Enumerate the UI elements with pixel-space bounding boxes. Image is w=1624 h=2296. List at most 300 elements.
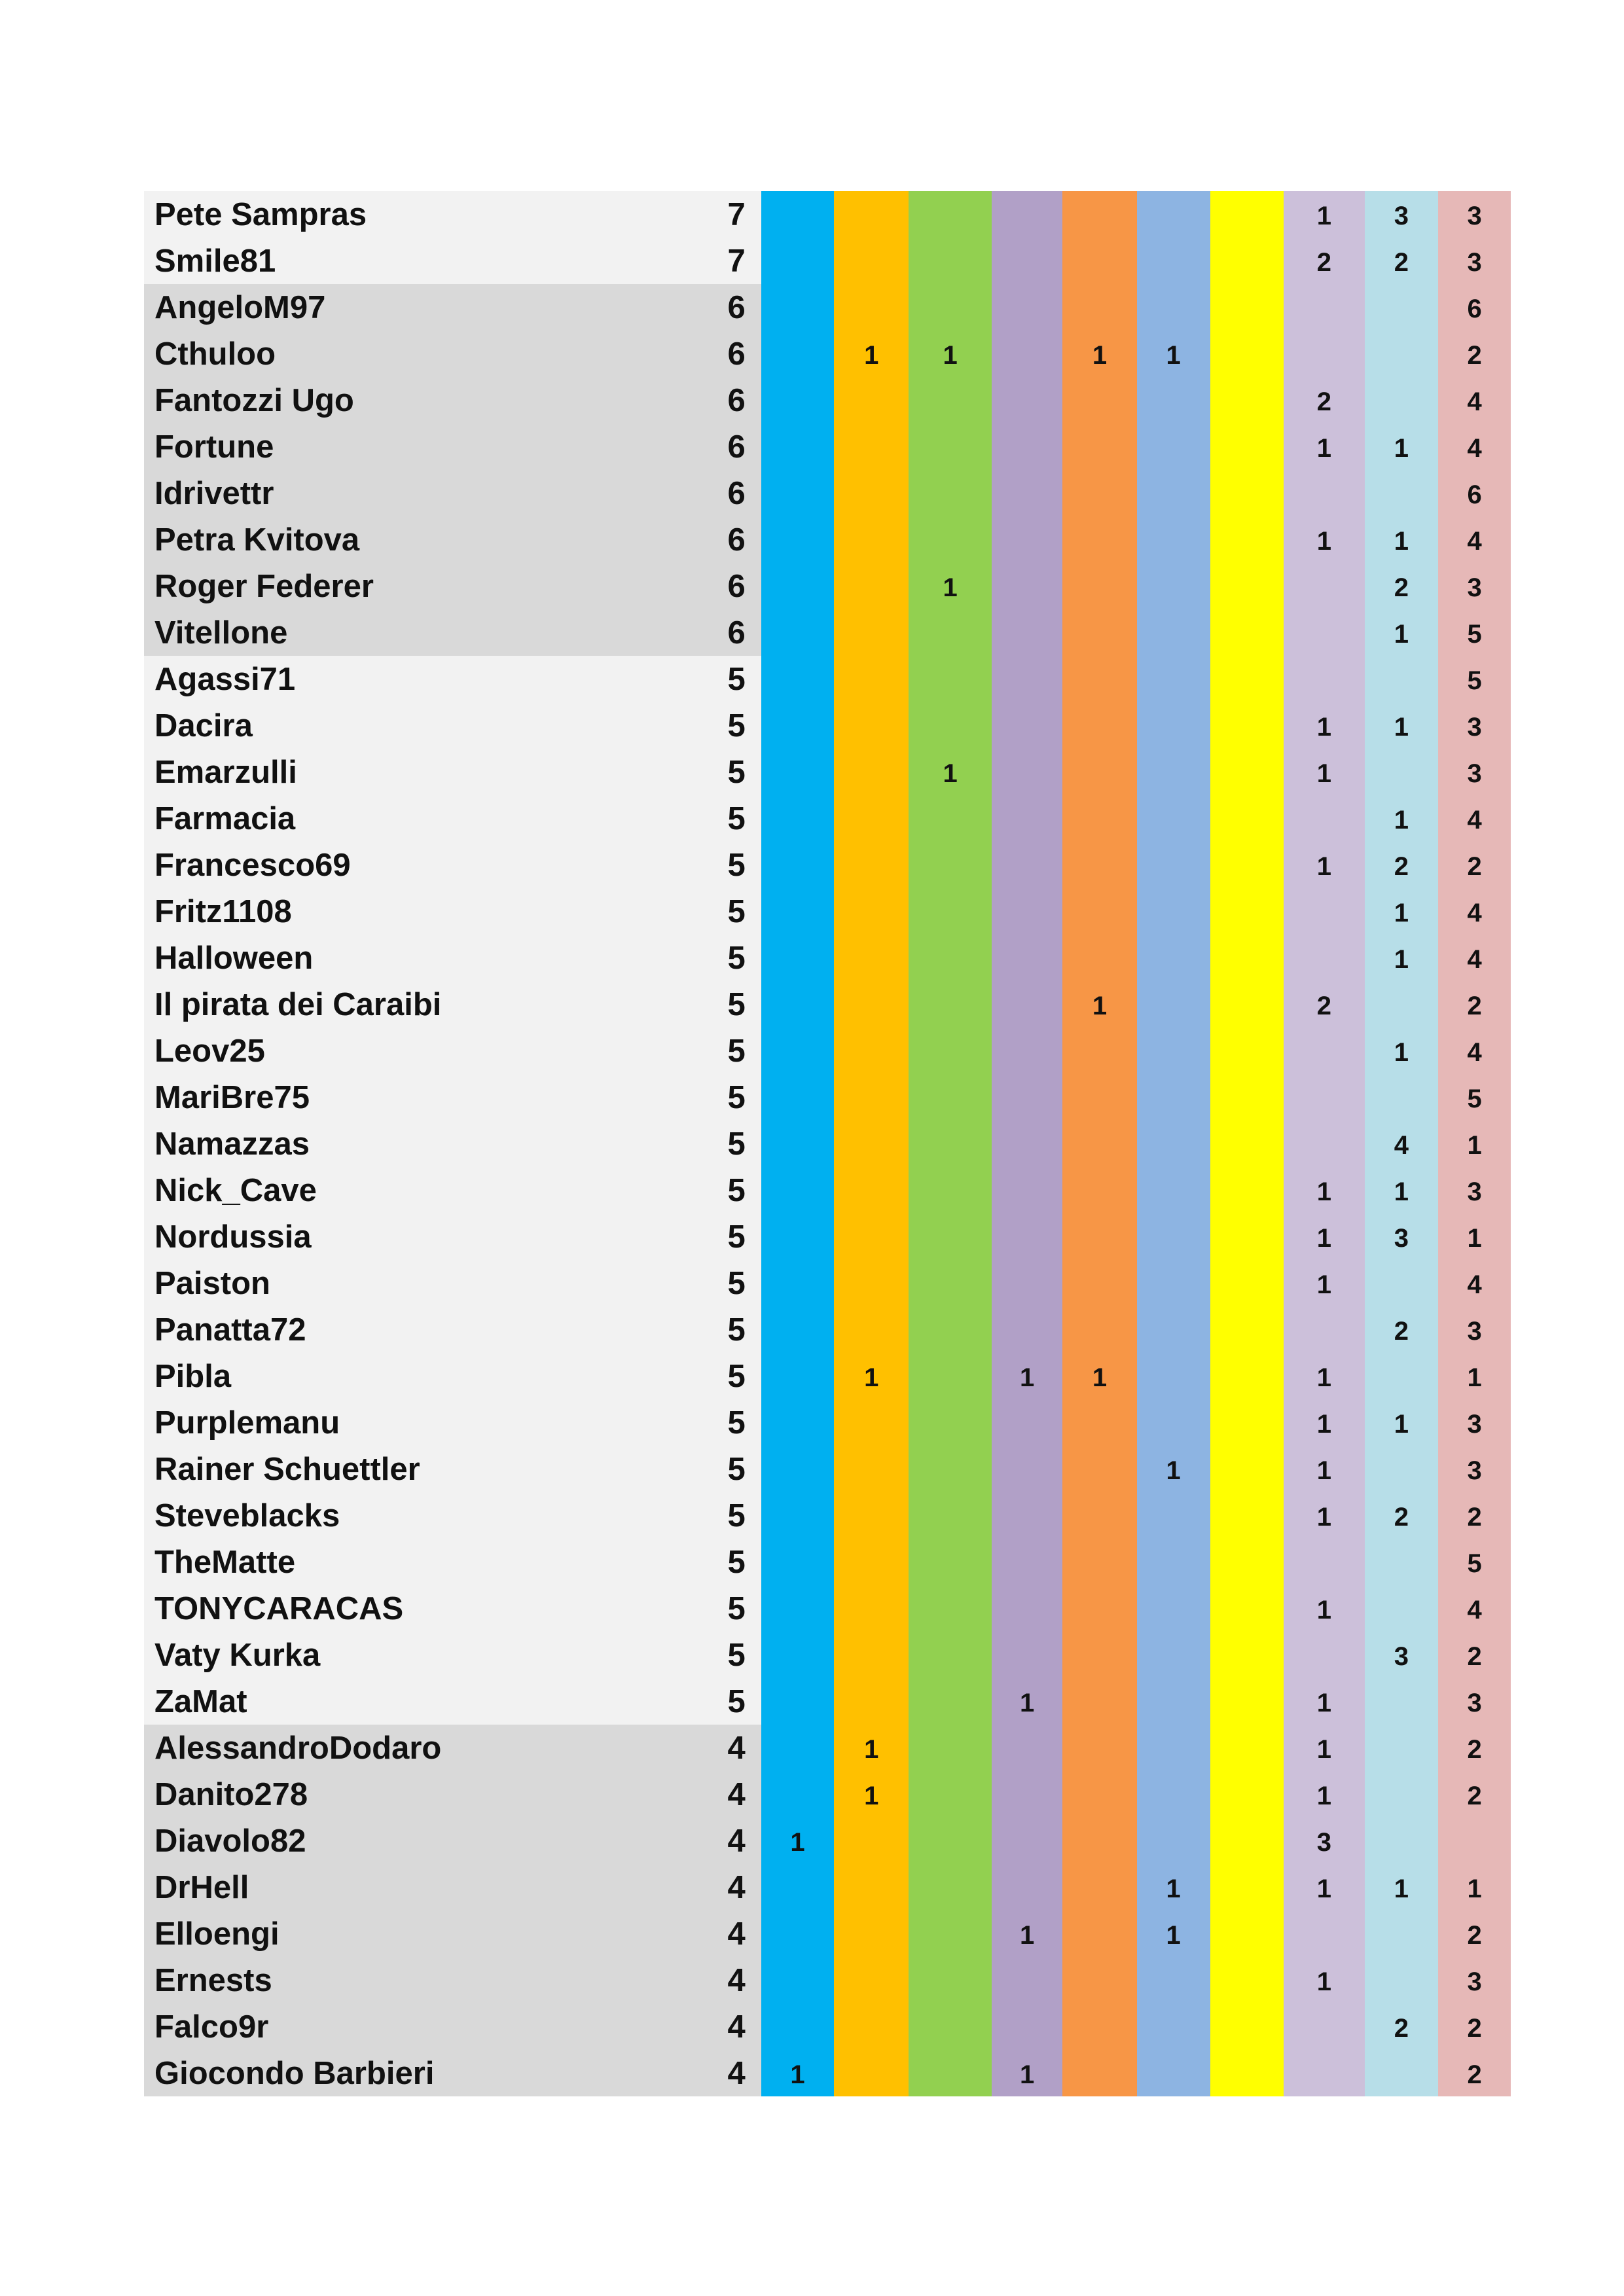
standings-table [144,191,1511,2096]
player-score: 5 [712,842,761,888]
count-cell [834,284,909,331]
count-cell: 1 [992,2050,1062,2096]
player-score: 5 [712,1632,761,1678]
count-cell: 2 [1438,1632,1511,1678]
count-cell [992,749,1062,795]
count-cell: 4 [1438,516,1511,563]
count-cell [1284,1306,1364,1353]
count-cell [992,1864,1062,1910]
count-cell [1210,609,1284,656]
count-cell: 4 [1438,935,1511,981]
count-cell [1137,1074,1210,1121]
count-cell [992,2003,1062,2050]
count-cell [1062,2050,1137,2096]
count-cell [834,1539,909,1585]
count-cell: 3 [1438,1446,1511,1492]
count-cell: 3 [1438,238,1511,284]
count-cell [761,238,835,284]
count-cell [909,1167,992,1213]
player-name: Nick_Cave [144,1167,712,1213]
count-cell [834,609,909,656]
count-cell [1284,609,1364,656]
count-cell: 1 [1284,516,1364,563]
table-row [144,888,1511,935]
count-cell [1365,1910,1439,1957]
count-cell [1284,1028,1364,1074]
player-score: 5 [712,981,761,1028]
count-cell: 4 [1438,888,1511,935]
player-score: 6 [712,377,761,423]
table-row [144,1306,1511,1353]
count-cell: 3 [1438,1678,1511,1725]
count-cell: 1 [1365,1864,1439,1910]
count-cell: 2 [1438,981,1511,1028]
count-cell [1137,935,1210,981]
count-cell [1210,1028,1284,1074]
player-name: Danito278 [144,1771,712,1818]
count-cell [1137,1306,1210,1353]
count-cell [992,1492,1062,1539]
count-cell [1210,1167,1284,1213]
player-name: TheMatte [144,1539,712,1585]
count-cell: 2 [1438,2050,1511,2096]
count-cell [1365,1539,1439,1585]
count-cell [1137,470,1210,516]
count-cell [761,331,835,377]
count-cell [992,1957,1062,2003]
count-cell [1210,423,1284,470]
count-cell [1210,795,1284,842]
count-cell [1284,656,1364,702]
count-cell [1210,1213,1284,1260]
table-row [144,1167,1511,1213]
count-cell [1137,2050,1210,2096]
count-cell: 1 [834,331,909,377]
count-cell: 1 [1284,1864,1364,1910]
count-cell [834,842,909,888]
count-cell: 1 [1284,702,1364,749]
count-cell: 4 [1438,1260,1511,1306]
count-cell [1284,2003,1364,2050]
count-cell [1062,609,1137,656]
count-cell [909,191,992,238]
count-cell [1137,1632,1210,1678]
count-cell [834,1446,909,1492]
player-score: 5 [712,1492,761,1539]
count-cell: 1 [761,2050,835,2096]
count-cell [834,1632,909,1678]
count-cell [1062,1678,1137,1725]
count-cell [909,1399,992,1446]
player-score: 5 [712,1028,761,1074]
count-cell: 1 [1284,1167,1364,1213]
count-cell [1284,1910,1364,1957]
count-cell: 1 [1438,1121,1511,1167]
count-cell [909,2003,992,2050]
count-cell [1210,1539,1284,1585]
count-cell [909,981,992,1028]
count-cell [834,470,909,516]
count-cell [1365,1725,1439,1771]
count-cell: 2 [1438,2003,1511,2050]
count-cell: 2 [1284,377,1364,423]
player-name: Francesco69 [144,842,712,888]
player-name: AlessandroDodaro [144,1725,712,1771]
count-cell [1210,470,1284,516]
count-cell [992,1260,1062,1306]
count-cell: 1 [1284,1260,1364,1306]
count-cell [761,656,835,702]
player-name: Steveblacks [144,1492,712,1539]
count-cell: 1 [1365,609,1439,656]
count-cell: 5 [1438,656,1511,702]
count-cell [1062,1167,1137,1213]
count-cell [1210,1353,1284,1399]
table-row [144,935,1511,981]
player-score: 5 [712,935,761,981]
count-cell [1062,702,1137,749]
count-cell [1284,795,1364,842]
count-cell: 3 [1438,1306,1511,1353]
count-cell [909,1585,992,1632]
table-row [144,656,1511,702]
count-cell [1062,284,1137,331]
count-cell [761,1771,835,1818]
player-score: 5 [712,1539,761,1585]
count-cell [992,331,1062,377]
count-cell [834,888,909,935]
count-cell [992,377,1062,423]
count-cell [909,1910,992,1957]
table-row [144,609,1511,656]
count-cell [834,1678,909,1725]
player-score: 5 [712,1121,761,1167]
player-name: Leov25 [144,1028,712,1074]
count-cell [1210,1910,1284,1957]
count-cell: 1 [1284,1213,1364,1260]
count-cell: 1 [1365,702,1439,749]
table-row [144,377,1511,423]
count-cell [761,563,835,609]
player-score: 4 [712,1725,761,1771]
count-cell [1062,935,1137,981]
count-cell [1365,1678,1439,1725]
table-row [144,1585,1511,1632]
count-cell [1365,1957,1439,2003]
count-cell [834,1260,909,1306]
count-cell: 1 [1365,1028,1439,1074]
count-cell: 2 [1365,1492,1439,1539]
count-cell: 4 [1438,1028,1511,1074]
count-cell [1284,935,1364,981]
count-cell: 1 [1438,1353,1511,1399]
count-cell [761,1074,835,1121]
count-cell [1062,656,1137,702]
count-cell: 1 [1284,842,1364,888]
player-name: Pete Sampras [144,191,712,238]
count-cell [761,1957,835,2003]
count-cell [909,1771,992,1818]
count-cell: 1 [834,1725,909,1771]
player-name: Emarzulli [144,749,712,795]
count-cell [1062,1074,1137,1121]
count-cell [909,1353,992,1399]
count-cell: 1 [1062,331,1137,377]
count-cell [992,1725,1062,1771]
table-row [144,702,1511,749]
table-row [144,1632,1511,1678]
player-name: Dacira [144,702,712,749]
count-cell: 3 [1284,1818,1364,1864]
player-score: 4 [712,1957,761,2003]
player-name: Vitellone [144,609,712,656]
count-cell [1137,609,1210,656]
count-cell [1062,563,1137,609]
player-score: 4 [712,1818,761,1864]
count-cell [761,377,835,423]
count-cell [1062,749,1137,795]
count-cell [1062,191,1137,238]
count-cell [909,888,992,935]
table-row [144,1818,1511,1864]
count-cell [1284,2050,1364,2096]
count-cell [1210,702,1284,749]
count-cell [1210,238,1284,284]
count-cell [1062,2003,1137,2050]
table-row [144,563,1511,609]
count-cell [909,1306,992,1353]
count-cell [834,1306,909,1353]
player-score: 4 [712,1771,761,1818]
count-cell: 1 [1284,1957,1364,2003]
player-name: Ernests [144,1957,712,2003]
table-row [144,1260,1511,1306]
count-cell: 3 [1438,749,1511,795]
count-cell [761,1632,835,1678]
count-cell [1062,1399,1137,1446]
player-score: 5 [712,1260,761,1306]
count-cell [992,284,1062,331]
table-row [144,749,1511,795]
count-cell [992,795,1062,842]
table-row [144,1725,1511,1771]
count-cell [1062,470,1137,516]
table-row [144,1771,1511,1818]
count-cell [992,1539,1062,1585]
count-cell [761,609,835,656]
count-cell [834,795,909,842]
player-score: 6 [712,284,761,331]
count-cell [834,1818,909,1864]
count-cell [992,935,1062,981]
count-cell [909,1539,992,1585]
count-cell [834,2003,909,2050]
count-cell [1365,1074,1439,1121]
player-name: Smile81 [144,238,712,284]
player-name: DrHell [144,1864,712,1910]
count-cell: 1 [909,563,992,609]
player-score: 5 [712,1074,761,1121]
count-cell: 3 [1438,702,1511,749]
count-cell [1062,1632,1137,1678]
player-score: 4 [712,1910,761,1957]
count-cell [1062,888,1137,935]
count-cell [834,1213,909,1260]
player-name: Idrivettr [144,470,712,516]
count-cell [1062,1446,1137,1492]
count-cell [909,1632,992,1678]
count-cell [834,1492,909,1539]
count-cell [1137,563,1210,609]
player-score: 4 [712,2050,761,2096]
count-cell [1062,377,1137,423]
count-cell [834,656,909,702]
player-name: Panatta72 [144,1306,712,1353]
count-cell [1365,377,1439,423]
player-score: 4 [712,1864,761,1910]
count-cell [834,2050,909,2096]
player-name: Rainer Schuettler [144,1446,712,1492]
count-cell [992,423,1062,470]
count-cell [1062,238,1137,284]
count-cell [1137,1492,1210,1539]
player-name: Pibla [144,1353,712,1399]
count-cell [1137,284,1210,331]
count-cell: 3 [1438,191,1511,238]
count-cell [761,795,835,842]
count-cell [1284,284,1364,331]
table-row [144,516,1511,563]
count-cell [1365,1585,1439,1632]
count-cell [1062,1028,1137,1074]
player-score: 5 [712,1399,761,1446]
table-row [144,1353,1511,1399]
count-cell [1210,1446,1284,1492]
count-cell [992,656,1062,702]
count-cell: 2 [1438,1771,1511,1818]
player-name: Fantozzi Ugo [144,377,712,423]
count-cell: 3 [1438,563,1511,609]
count-cell [909,702,992,749]
count-cell [761,191,835,238]
table-row [144,1121,1511,1167]
count-cell: 1 [1062,1353,1137,1399]
count-cell [1365,1353,1439,1399]
count-cell [1284,331,1364,377]
count-cell [992,1771,1062,1818]
count-cell [1210,1121,1284,1167]
count-cell [1137,1260,1210,1306]
count-cell [992,1585,1062,1632]
player-name: Petra Kvitova [144,516,712,563]
count-cell: 6 [1438,284,1511,331]
count-cell [1062,516,1137,563]
player-name: ZaMat [144,1678,712,1725]
count-cell [1210,842,1284,888]
player-name: Giocondo Barbieri [144,2050,712,2096]
count-cell [1210,981,1284,1028]
count-cell: 3 [1438,1957,1511,2003]
table-row [144,1864,1511,1910]
count-cell [1137,238,1210,284]
count-cell [761,284,835,331]
count-cell [1137,656,1210,702]
count-cell [992,1818,1062,1864]
count-cell [1062,1957,1137,2003]
count-cell [992,1028,1062,1074]
player-score: 6 [712,470,761,516]
count-cell [1284,1121,1364,1167]
count-cell [909,1725,992,1771]
player-score: 6 [712,423,761,470]
count-cell: 1 [1137,1446,1210,1492]
count-cell [761,981,835,1028]
count-cell [909,2050,992,2096]
count-cell [1062,1121,1137,1167]
count-cell: 2 [1365,563,1439,609]
count-cell [1137,1121,1210,1167]
count-cell [834,1910,909,1957]
player-score: 5 [712,1213,761,1260]
count-cell [1365,284,1439,331]
player-score: 6 [712,516,761,563]
count-cell [1062,842,1137,888]
count-cell [1365,749,1439,795]
count-cell [1210,1725,1284,1771]
table-row [144,842,1511,888]
count-cell [909,1074,992,1121]
count-cell [992,191,1062,238]
count-cell [1365,1818,1439,1864]
player-name: Halloween [144,935,712,981]
player-score: 6 [712,609,761,656]
player-name: MariBre75 [144,1074,712,1121]
count-cell [834,1074,909,1121]
count-cell: 2 [1438,1725,1511,1771]
count-cell [1210,1771,1284,1818]
count-cell [1365,1260,1439,1306]
count-cell [1365,981,1439,1028]
player-name: Paiston [144,1260,712,1306]
count-cell [834,1167,909,1213]
count-cell [761,1353,835,1399]
count-cell [834,1399,909,1446]
count-cell [761,1910,835,1957]
count-cell [1137,1957,1210,2003]
count-cell: 1 [992,1910,1062,1957]
count-cell: 5 [1438,1074,1511,1121]
table-row [144,1957,1511,2003]
count-cell [1210,935,1284,981]
count-cell [761,1539,835,1585]
count-cell: 1 [1365,935,1439,981]
count-cell [1062,1306,1137,1353]
player-name: AngeloM97 [144,284,712,331]
count-cell [992,1121,1062,1167]
table-row [144,2050,1511,2096]
count-cell: 1 [761,1818,835,1864]
count-cell: 1 [1365,795,1439,842]
count-cell [1062,795,1137,842]
count-cell [834,1585,909,1632]
count-cell [1137,842,1210,888]
count-cell [1137,1539,1210,1585]
table-row [144,191,1511,238]
count-cell [1062,1864,1137,1910]
count-cell [834,981,909,1028]
player-score: 5 [712,1306,761,1353]
count-cell [761,1167,835,1213]
